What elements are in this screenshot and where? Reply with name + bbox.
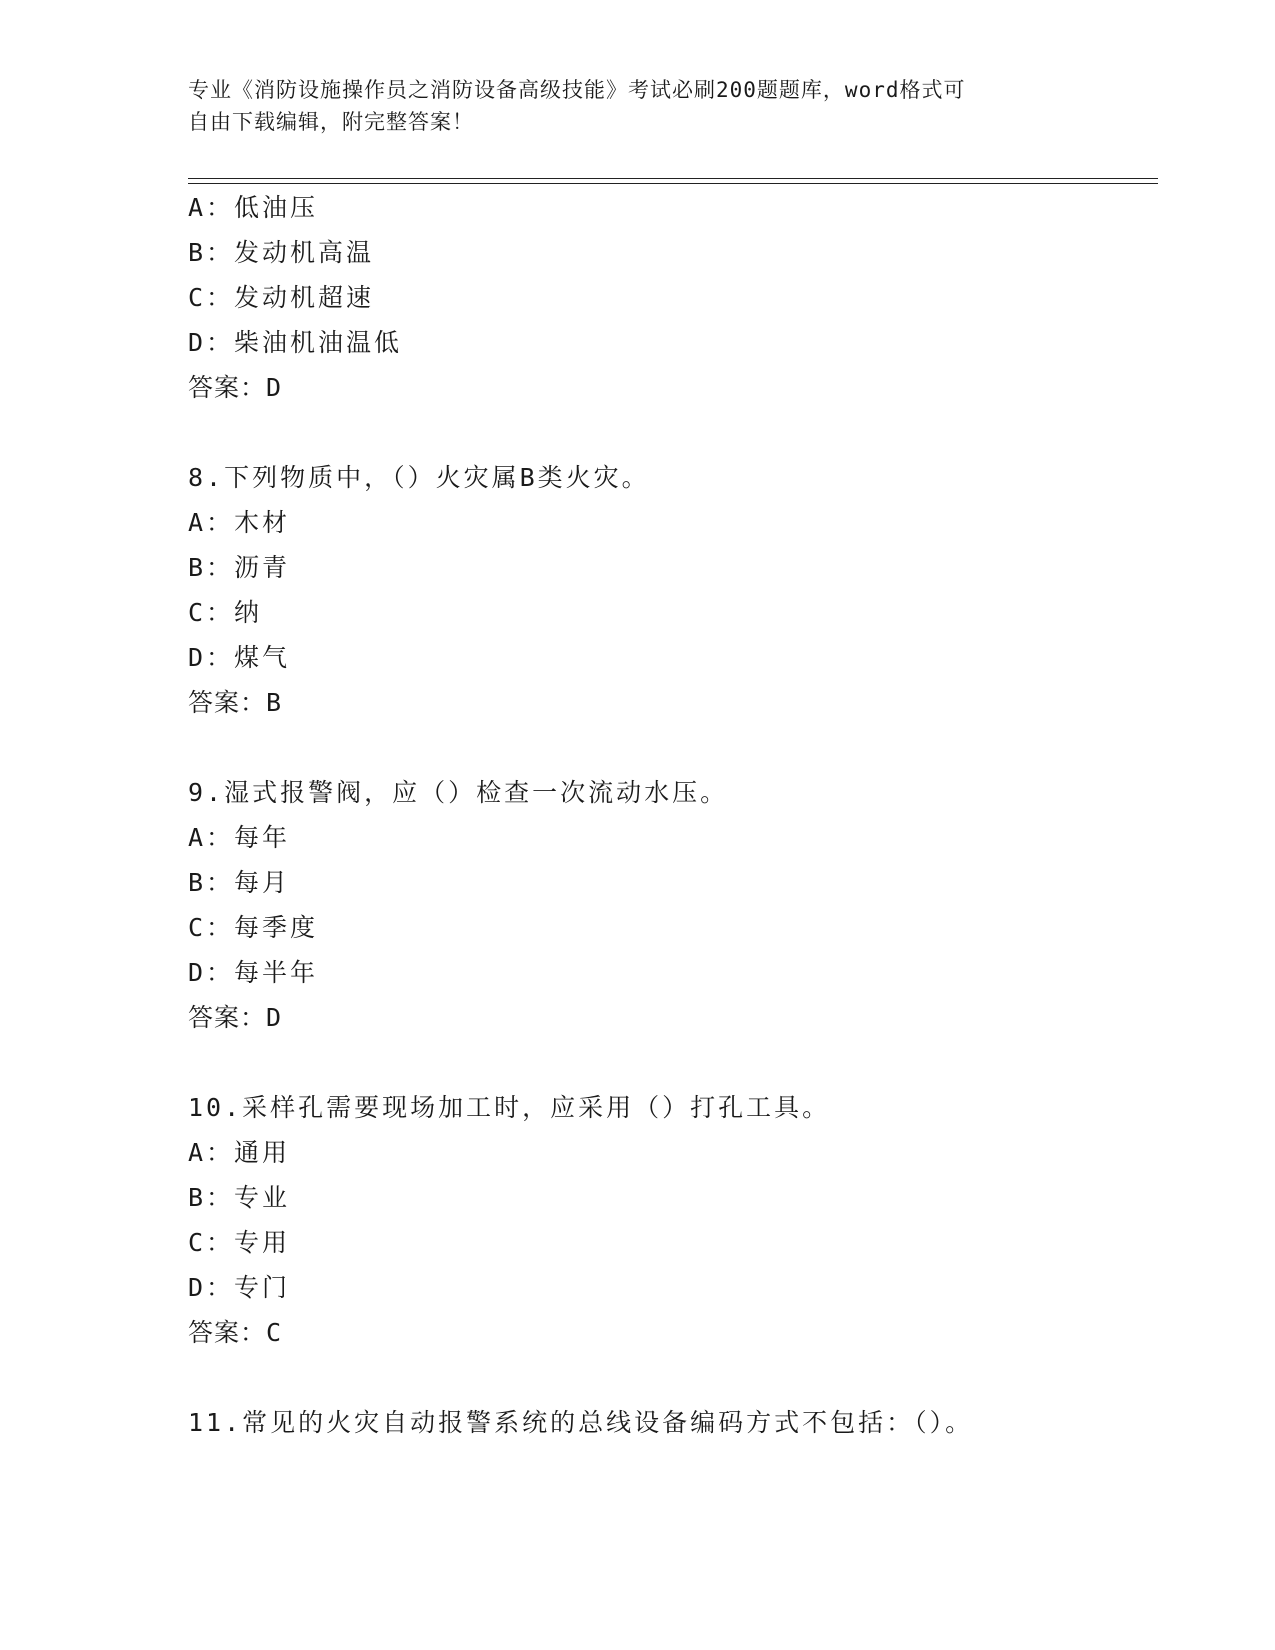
q7-option-a: A：低油压 [188, 193, 319, 222]
q8-question: 8.下列物质中，（）火灾属B类火灾。 [188, 463, 650, 492]
q8-option-a: A：木材 [188, 508, 291, 537]
header-divider-bottom [188, 183, 1158, 184]
q9-question: 9.湿式报警阀，应（）检查一次流动水压。 [188, 778, 729, 807]
q8-option-b: B：沥青 [188, 553, 291, 582]
q9-answer: 答案：D [188, 1003, 283, 1032]
q11-question: 11.常见的火灾自动报警系统的总线设备编码方式不包括：（）。 [188, 1408, 974, 1437]
q10-option-c: C：专用 [188, 1228, 291, 1257]
q9-option-b: B：每月 [188, 868, 291, 897]
q10-option-d: D：专门 [188, 1273, 291, 1302]
q10-option-b: B：专业 [188, 1183, 291, 1212]
q8-option-c: C：纳 [188, 598, 263, 627]
header-divider-top [188, 178, 1158, 179]
q8-answer: 答案：B [188, 688, 283, 717]
q10-option-a: A：通用 [188, 1138, 291, 1167]
q7-answer: 答案：D [188, 373, 283, 402]
q7-option-b: B：发动机高温 [188, 238, 375, 267]
header-line-1: 专业《消防设施操作员之消防设备高级技能》考试必刷200题题库，word格式可 [188, 78, 966, 102]
q10-question: 10.采样孔需要现场加工时，应采用（）打孔工具。 [188, 1093, 831, 1122]
q7-option-c: C：发动机超速 [188, 283, 375, 312]
q9-option-d: D：每半年 [188, 958, 319, 987]
q9-option-c: C：每季度 [188, 913, 319, 942]
q9-option-a: A：每年 [188, 823, 291, 852]
q10-answer: 答案：C [188, 1318, 283, 1347]
q8-option-d: D：煤气 [188, 643, 291, 672]
q7-option-d: D：柴油机油温低 [188, 328, 403, 357]
header-line-2: 自由下载编辑，附完整答案！ [188, 110, 474, 134]
document-header [188, 74, 1088, 138]
